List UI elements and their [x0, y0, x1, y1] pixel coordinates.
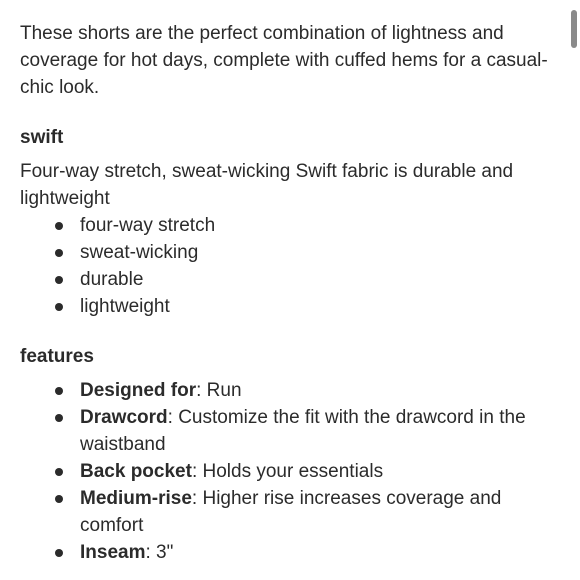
bullet-icon	[55, 468, 63, 476]
list-item: sweat-wicking	[80, 239, 560, 266]
feature-label: Drawcord	[80, 407, 168, 428]
swift-title: swift	[20, 127, 64, 148]
bullet-icon	[55, 303, 63, 311]
feature-text: : Run	[196, 380, 242, 401]
feature-label: Medium-rise	[80, 488, 192, 509]
feature-text: : 3"	[145, 542, 174, 563]
swift-list	[20, 212, 560, 320]
bullet-icon	[55, 276, 63, 284]
bullet-icon	[55, 414, 63, 422]
bullet-icon	[55, 387, 63, 395]
swift-section	[20, 124, 560, 320]
scrollbar-thumb[interactable]	[571, 10, 577, 48]
list-item	[80, 485, 560, 539]
intro-text: These shorts are the perfect combination of lightness and coverage for hot days, complete with cuffed hems for a casual-chic look.	[20, 23, 548, 98]
feature-label: Designed for	[80, 380, 197, 401]
list-item: lightweight	[80, 293, 560, 320]
feature-label: Back pocket	[80, 461, 192, 482]
list-item	[80, 458, 560, 485]
bullet-icon	[55, 249, 63, 257]
bullet-icon	[55, 549, 63, 557]
feature-label: Inseam	[80, 542, 146, 563]
bullet-icon	[55, 495, 63, 503]
feature-text: : Holds your essentials	[191, 461, 384, 482]
bullet-icon	[55, 222, 63, 230]
features-title: features	[20, 346, 94, 367]
list-item	[80, 539, 560, 566]
product-description	[20, 20, 560, 566]
features-section	[20, 343, 560, 566]
features-list	[20, 377, 560, 566]
feature-text: : Higher rise increases coverage and comfort	[80, 488, 502, 536]
feature-text: : Customize the fit with the drawcord in the waistband	[80, 407, 526, 455]
list-item: durable	[80, 266, 560, 293]
list-item: four-way stretch	[80, 212, 560, 239]
swift-description: Four-way stretch, sweat-wicking Swift fabric is durable and lightweight	[20, 161, 514, 209]
list-item	[80, 377, 560, 404]
list-item	[80, 404, 560, 458]
